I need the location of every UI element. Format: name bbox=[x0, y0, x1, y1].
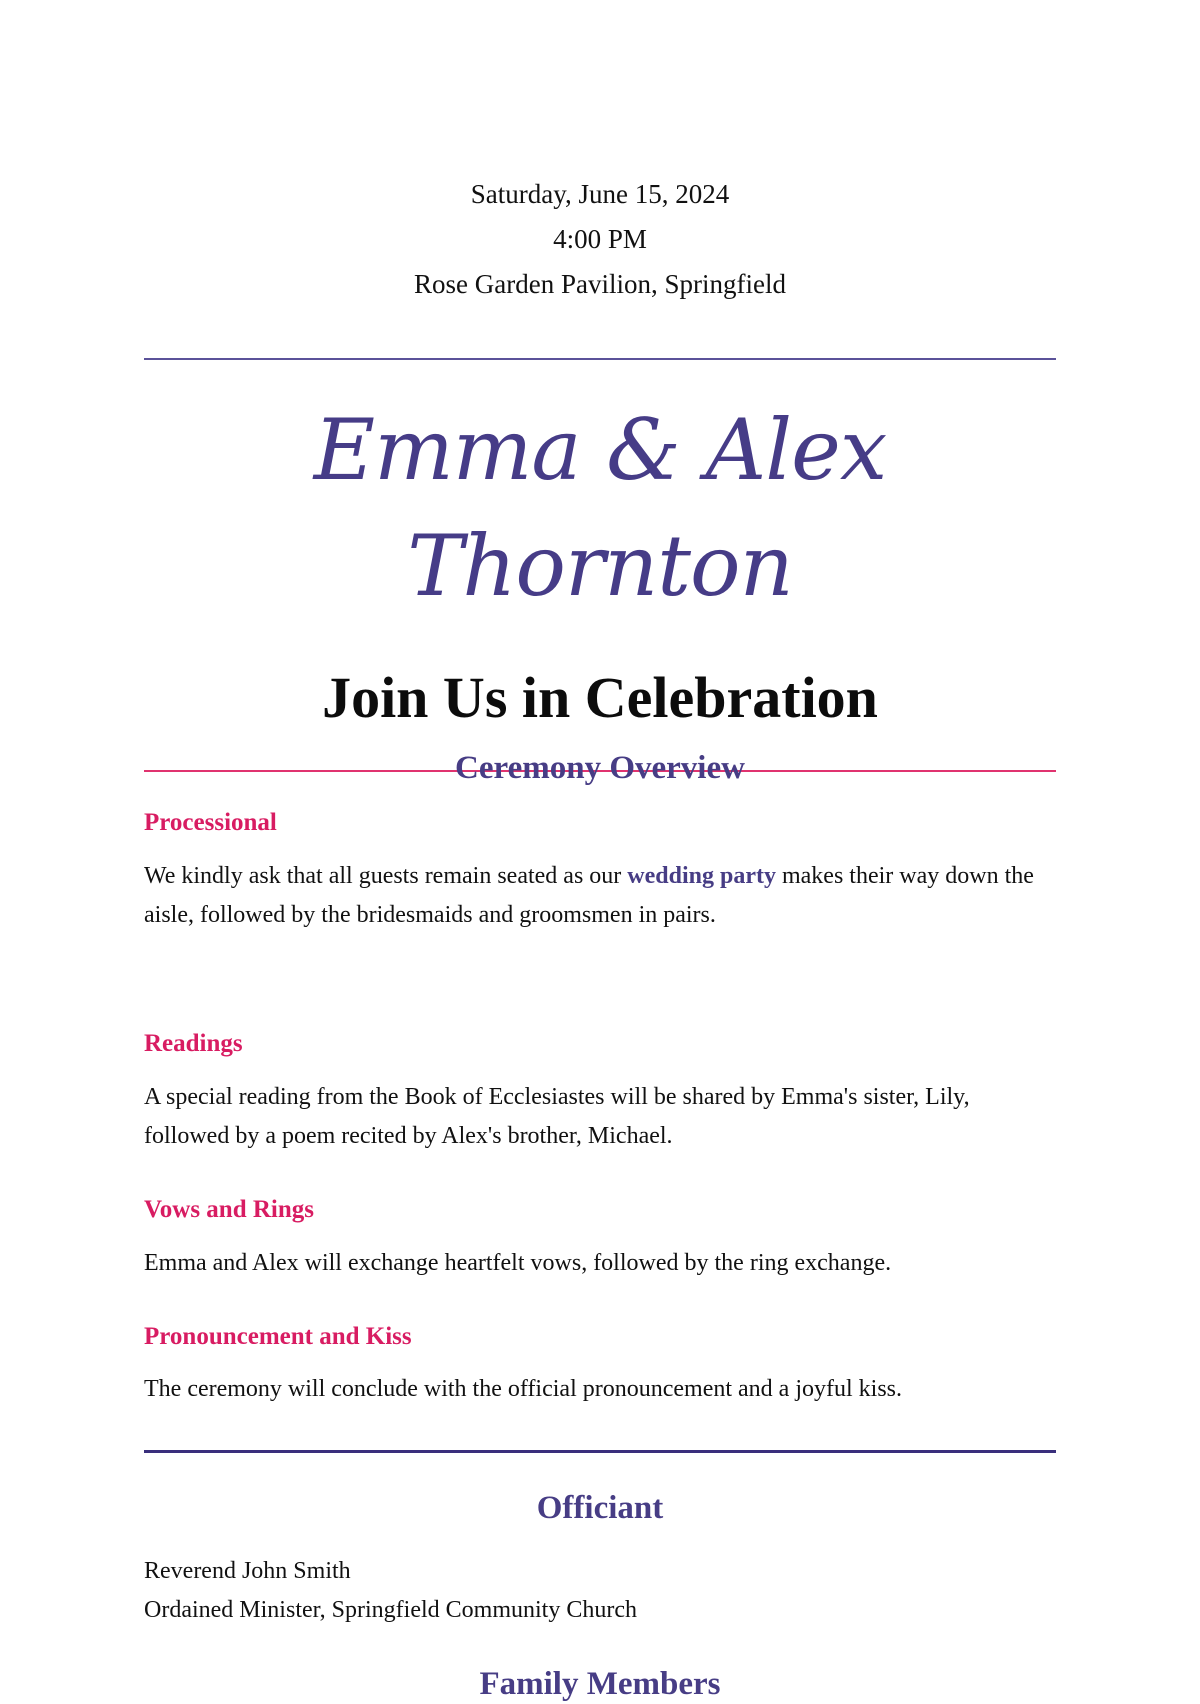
divider-thick bbox=[144, 1450, 1056, 1453]
event-date: Saturday, June 15, 2024 bbox=[470, 179, 730, 209]
wedding-party-highlight: wedding party bbox=[627, 863, 776, 889]
pronouncement-text: The ceremony will conclude with the official pronouncement and a joyful kiss. bbox=[144, 1376, 903, 1402]
officiant-heading: Officiant bbox=[536, 1490, 664, 1526]
processional-text-before: We kindly ask that all guests remain seated as our bbox=[144, 863, 628, 889]
readings-text: A special reading from the Book of Ecclesiastes will be shared by Emma's sister, Lily, followed by a poem recited by Alex's brother, Michael. bbox=[144, 1084, 970, 1149]
vows-rings-heading: Vows and Rings bbox=[144, 1196, 314, 1223]
processional-text bbox=[144, 857, 1056, 935]
vows-rings-text: Emma and Alex will exchange heartfelt vows, followed by the ring exchange. bbox=[144, 1250, 892, 1276]
readings-heading: Readings bbox=[144, 1030, 243, 1057]
officiant-role: Ordained Minister, Springfield Community Church bbox=[144, 1597, 637, 1623]
divider-top bbox=[144, 358, 1056, 360]
pronouncement-heading: Pronouncement and Kiss bbox=[144, 1323, 412, 1350]
event-time: 4:00 PM bbox=[553, 224, 647, 254]
officiant-name: Reverend John Smith bbox=[144, 1558, 351, 1584]
couple-names-line-1: Emma & Alex bbox=[313, 401, 887, 499]
page-title: Join Us in Celebration bbox=[322, 665, 878, 730]
event-venue: Rose Garden Pavilion, Springfield bbox=[414, 269, 786, 299]
family-members-heading: Family Members bbox=[479, 1666, 721, 1702]
processional-heading: Processional bbox=[144, 809, 277, 836]
couple-names bbox=[144, 392, 1056, 624]
couple-names-line-2: Thornton bbox=[407, 517, 793, 615]
processional-text-after: makes their way down the aisle, followed by the bridesmaids and groomsmen in pairs. bbox=[144, 863, 1034, 928]
event-details bbox=[144, 172, 1056, 307]
ceremony-overview-heading: Ceremony Overview bbox=[455, 750, 745, 786]
